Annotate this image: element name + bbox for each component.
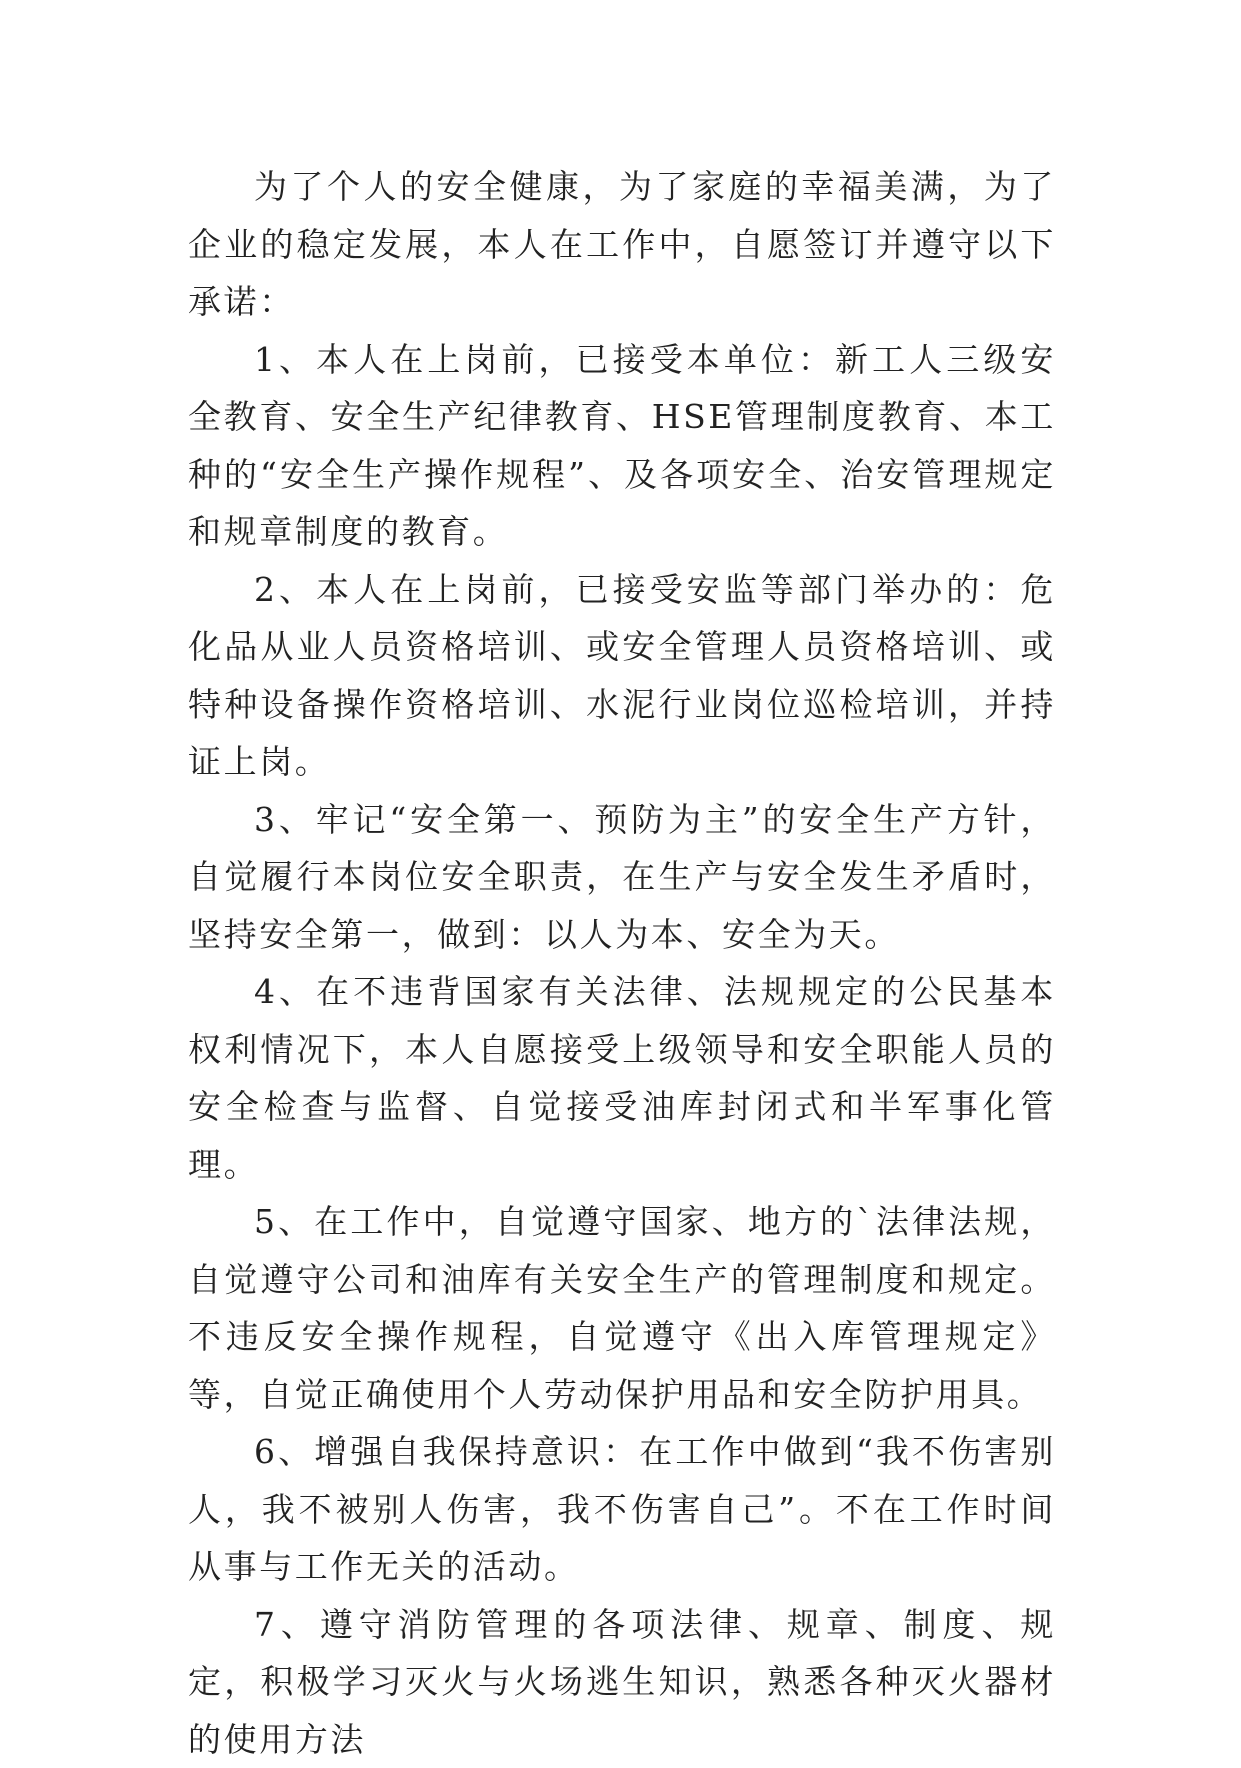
paragraph-item-2: 2、本人在上岗前，已接受安监等部门举办的：危化品从业人员资格培训、或安全管理人员资格培训、或特种设备操作资格培训、水泥行业岗位巡检培训，并持证上岗。	[188, 561, 1056, 791]
paragraph-intro: 为了个人的安全健康，为了家庭的幸福美满，为了企业的稳定发展，本人在工作中，自愿签订并遵守以下承诺：	[188, 158, 1056, 331]
document-body	[188, 158, 1056, 1768]
paragraph-item-4: 4、在不违背国家有关法律、法规规定的公民基本权利情况下，本人自愿接受上级领导和安全职能人员的安全检查与监督、自觉接受油库封闭式和半军事化管理。	[188, 963, 1056, 1193]
paragraph-item-5: 5、在工作中，自觉遵守国家、地方的`法律法规，自觉遵守公司和油库有关安全生产的管理制度和规定。不违反安全操作规程，自觉遵守《出入库管理规定》等，自觉正确使用个人劳动保护用品和安全防护用具。	[188, 1193, 1056, 1423]
paragraph-item-7: 7、遵守消防管理的各项法律、规章、制度、规定，积极学习灭火与火场逃生知识，熟悉各种灭火器材的使用方法	[188, 1596, 1056, 1768]
paragraph-item-3: 3、牢记“安全第一、预防为主”的安全生产方针，自觉履行本岗位安全职责，在生产与安全发生矛盾时，坚持安全第一，做到：以人为本、安全为天。	[188, 791, 1056, 964]
paragraph-item-6: 6、增强自我保持意识：在工作中做到“我不伤害别人，我不被别人伤害，我不伤害自己”。不在工作时间从事与工作无关的活动。	[188, 1423, 1056, 1596]
paragraph-item-1: 1、本人在上岗前，已接受本单位：新工人三级安全教育、安全生产纪律教育、HSE管理制度教育、本工种的“安全生产操作规程”、及各项安全、治安管理规定和规章制度的教育。	[188, 331, 1056, 561]
